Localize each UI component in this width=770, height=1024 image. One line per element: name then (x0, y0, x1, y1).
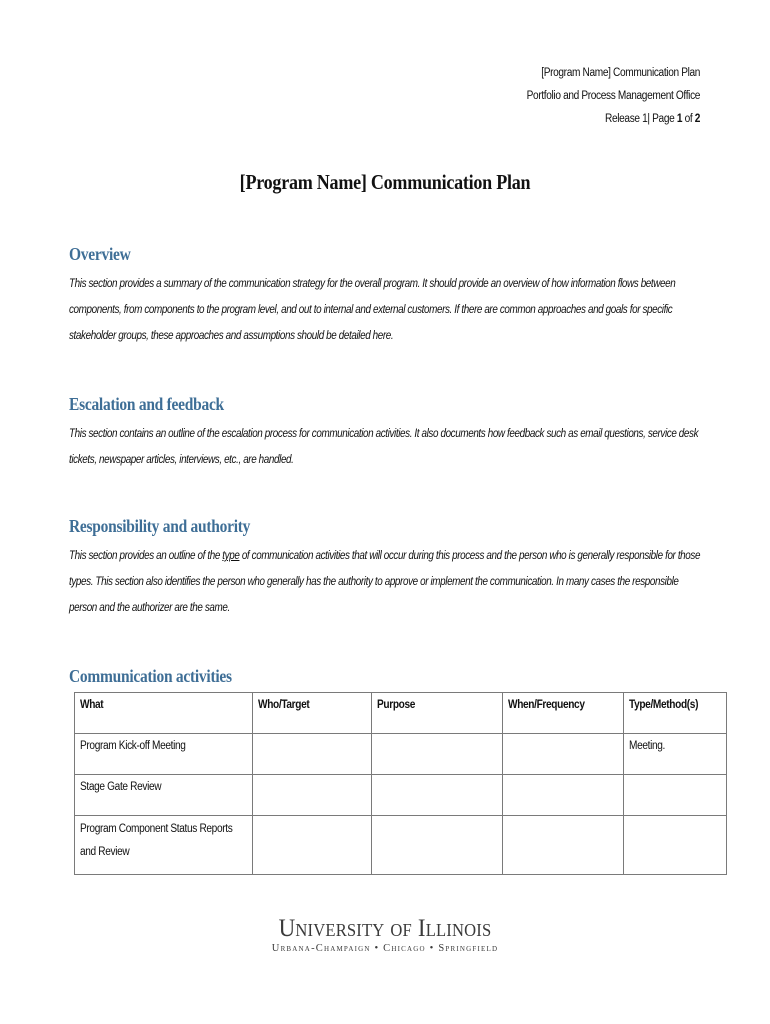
section-heading-escalation: Escalation and feedback (69, 394, 224, 414)
table-cell[interactable] (253, 775, 372, 816)
table-cell[interactable] (253, 734, 372, 775)
table-cell[interactable] (372, 734, 503, 775)
section-heading-responsibility: Responsibility and authority (69, 516, 251, 536)
table-row (75, 734, 727, 775)
table-cell[interactable] (624, 816, 727, 875)
table-cell[interactable] (75, 775, 253, 816)
header-office: Portfolio and Process Management Office (526, 90, 700, 102)
table-cell[interactable] (624, 734, 727, 775)
section-body-overview: This section provides a summary of the communication strategy for the overall program. It should provide an overview of how information flows between components, from components to the program level, and out to internal and external customers. If there are common approaches and goals for specific stakeholder groups, these approaches and assumptions should be detailed here. (69, 278, 676, 342)
table-header-cell (75, 693, 253, 734)
cell-text: Program Component Status Reports and Review (80, 823, 233, 858)
table-cell[interactable] (372, 775, 503, 816)
cell-text: Stage Gate Review (80, 781, 162, 793)
table-cell[interactable] (372, 816, 503, 875)
responsibility-text-underlined: type (222, 550, 240, 562)
logo-wordmark: University of Illinois (278, 915, 492, 942)
page-header (527, 62, 700, 131)
table-cell[interactable] (75, 734, 253, 775)
section-responsibility (69, 516, 709, 621)
table-cell[interactable] (624, 775, 727, 816)
table-cell[interactable] (75, 816, 253, 875)
table-row (75, 816, 727, 875)
header-what: What (80, 699, 104, 711)
table-row (75, 775, 727, 816)
header-page-of: of (682, 113, 695, 125)
header-who-target: Who/Target (258, 699, 310, 711)
table-header-cell (253, 693, 372, 734)
table-header-cell (372, 693, 503, 734)
university-logo (0, 915, 770, 954)
header-when-frequency: When/Frequency (508, 699, 585, 711)
logo-campuses: Urbana-Champaign • Chicago • Springfield (271, 943, 499, 954)
section-heading-activities: Communication activities (69, 666, 232, 686)
table-cell[interactable] (503, 775, 624, 816)
section-heading-overview: Overview (69, 244, 131, 264)
table-cell[interactable] (253, 816, 372, 875)
header-page-total: 2 (694, 113, 700, 125)
responsibility-text-start: This section provides an outline of the (69, 550, 223, 562)
table-cell[interactable] (503, 734, 624, 775)
table-header-cell (624, 693, 727, 734)
section-body-responsibility (69, 543, 701, 621)
cell-text: Meeting. (629, 740, 666, 752)
header-type-method: Type/Method(s) (629, 699, 699, 711)
section-escalation (69, 394, 709, 473)
table-cell[interactable] (503, 816, 624, 875)
document-title: [Program Name] Communication Plan (239, 170, 531, 194)
cell-text: Program Kick-off Meeting (80, 740, 186, 752)
header-release-prefix: Release 1| Page (604, 113, 677, 125)
section-body-escalation: This section contains an outline of the escalation process for communication activities. It also documents how feedback such as email questions, service desk tickets, newspaper articles, interviews, etc., are handled. (69, 428, 699, 466)
responsibility-text-end: of communication activities that will occur during this process and the person who is generally responsible for those types. This section also identifies the person who generally has the authority to approve or implement the communication. In many cases the responsible person and the authorizer are the same. (69, 550, 701, 614)
section-activities (69, 666, 709, 687)
section-overview (69, 244, 709, 349)
communication-activities-table (74, 692, 727, 875)
table-header-row (75, 693, 727, 734)
table-header-cell (503, 693, 624, 734)
header-page-current: 1 (676, 113, 683, 125)
header-release-page (527, 108, 700, 131)
header-purpose: Purpose (377, 699, 416, 711)
header-doc-title: [Program Name] Communication Plan (541, 67, 700, 79)
